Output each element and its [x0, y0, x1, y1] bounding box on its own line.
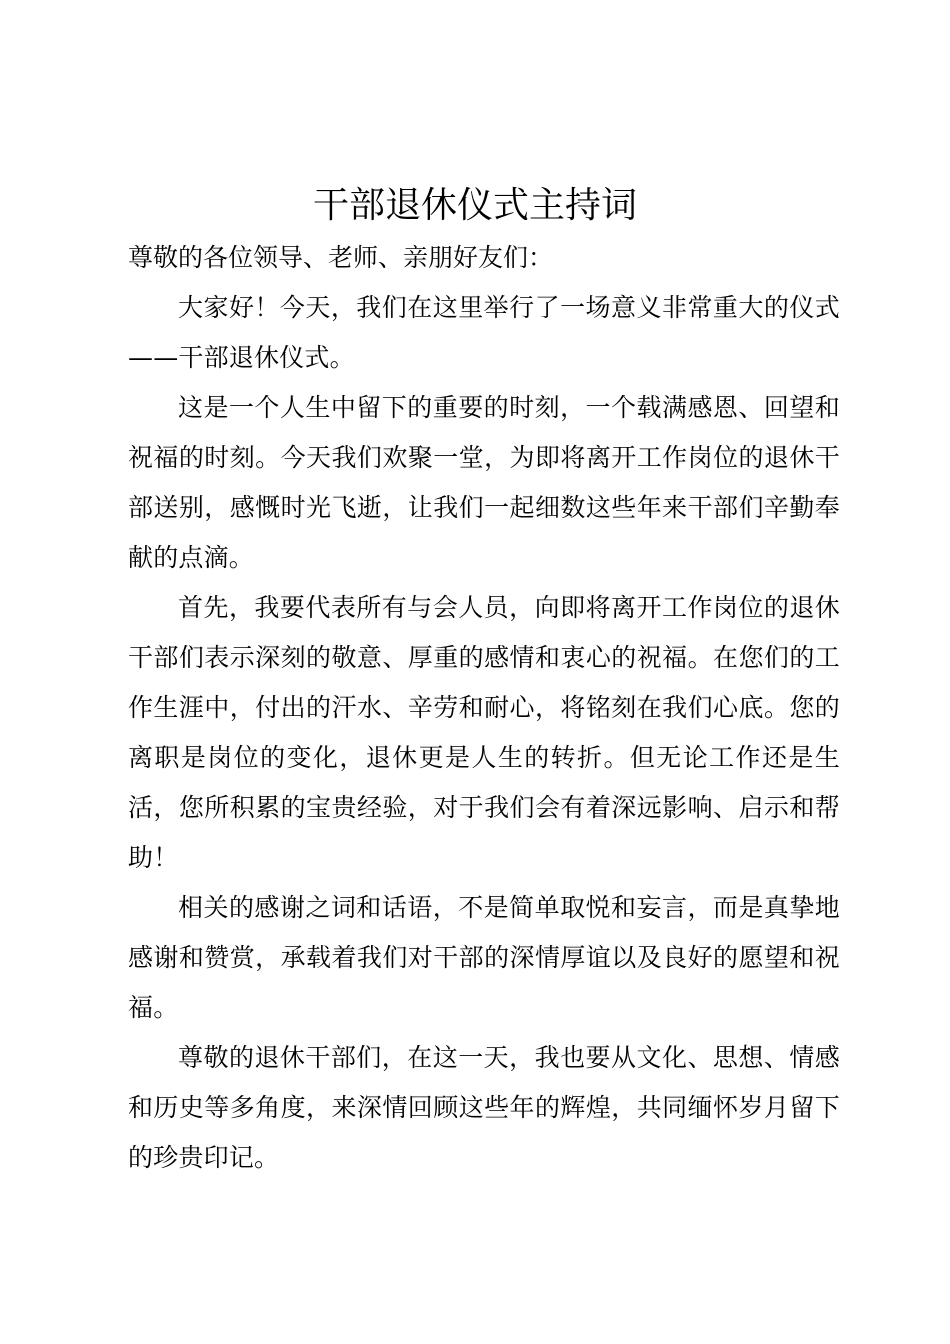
page-title: 干部退休仪式主持词 [312, 185, 637, 226]
paragraph-thanks: 相关的感谢之词和话语，不是简单取悦和妄言，而是真挚地感谢和赞赏，承载着我们对干部的深情厚谊以及良好的愿望和祝福。 [128, 893, 840, 1022]
paragraph-review: 尊敬的退休干部们，在这一天，我也要从文化、思想、情感和历史等多角度，来深情回顾这些年的辉煌，共同缅怀岁月留下的珍贵印记。 [128, 1043, 840, 1172]
paragraph-tribute: 首先，我要代表所有与会人员，向即将离开工作岗位的退休干部们表示深刻的敬意、厚重的感情和衷心的祝福。在您们的工作生涯中，付出的汗水、辛劳和耐心，将铭刻在我们心底。您的离职是岗位的变化，退休更是人生的转折。但无论工作还是生活，您所积累的宝贵经验，对于我们会有着深远影响、启示和帮助！ [128, 593, 840, 872]
salutation: 尊敬的各位领导、老师、亲朋好友们： [128, 243, 554, 272]
paragraph-moment: 这是一个人生中留下的重要的时刻，一个载满感恩、回望和祝福的时刻。今天我们欢聚一堂，为即将离开工作岗位的退休干部送别，感慨时光飞逝，让我们一起细数这些年来干部们辛勤奉献的点滴。 [128, 393, 840, 572]
paragraph-greeting: 大家好！今天，我们在这里举行了一场意义非常重大的仪式——干部退休仪式。 [128, 293, 840, 372]
document-body [128, 233, 840, 1183]
